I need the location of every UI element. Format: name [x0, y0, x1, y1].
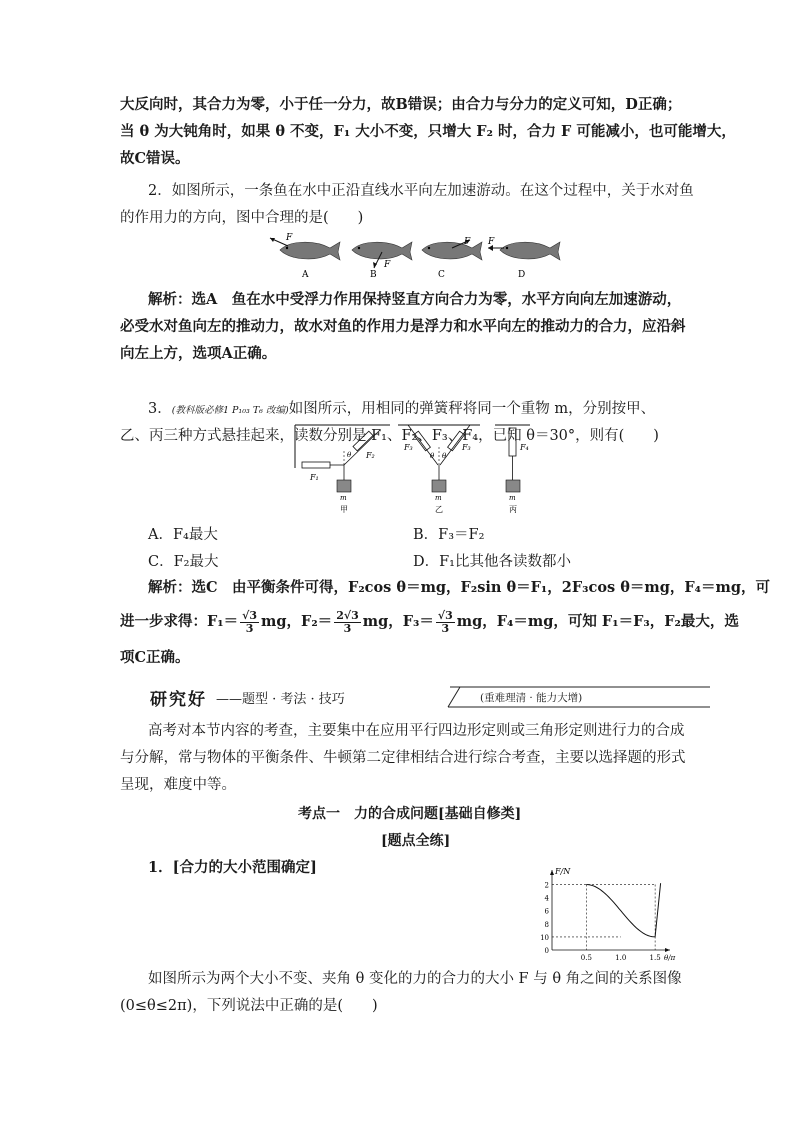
q3-stem-line-2: 乙、丙三种方式悬挂起来，读数分别是 F₁、F₂、F₃、F₄，已知 θ＝30°，则有( ): [120, 428, 659, 444]
yi-theta-right: θ: [442, 452, 447, 460]
yi-theta-left: θ: [430, 452, 435, 460]
prev-solution-line-3: 故C错误。: [120, 150, 190, 167]
f3-frac-den: 3: [441, 621, 450, 635]
jia-f1: F₁: [310, 473, 319, 482]
x-axis-arrow: [665, 948, 670, 952]
resultant-force-curve: [586, 883, 660, 937]
q3-stem-rest: 如图所示，用相同的弹簧秤将同一个重物 m，分别按甲、: [288, 401, 656, 417]
intro-line-2: 与分解，常与物体的平衡条件、牛顿第二定律相结合进行综合考查，主要以选择题的形式: [120, 750, 686, 766]
q2-stem-line-1: 2．如图所示，一条鱼在水中正沿直线水平向左加速游动。在这个过程中，关于水对鱼: [148, 183, 694, 199]
q1-stem-line-1: 如图所示为两个大小不变、夹角 θ 变化的力的合力的大小 F 与 θ 角之间的关系图像: [148, 971, 682, 987]
y-tick-label: 8: [544, 920, 549, 929]
bing-mass: m: [509, 494, 516, 502]
yi-f3-right: F₃: [462, 443, 471, 452]
x-axis-label: θ/π: [664, 954, 676, 962]
y-tick-label: 4: [544, 894, 549, 903]
fish-a-force-label: F: [286, 233, 293, 243]
prev-solution-line-1: 大反向时，其合力为零，小于任一分力，故B错误；由合力与分力的定义可知，D正确；: [120, 96, 682, 113]
y-tick-label: 0: [544, 947, 549, 955]
yi-label: 乙: [435, 505, 443, 514]
q3-analysis-line-3: 项C正确。: [120, 649, 190, 666]
y-tick-label: 10: [540, 933, 549, 942]
f1-fraction: [240, 610, 259, 635]
spring-scale-figure: [290, 420, 550, 520]
fish-c-force-label: F: [464, 237, 471, 247]
setup-yi: [398, 425, 480, 514]
q3-source: (教科版必修1 P₁₀₃ T₆ 改编): [171, 405, 289, 416]
section-header-bar: [150, 683, 710, 709]
section-title: 研究好: [150, 690, 207, 710]
q3-analysis-2-a: mg，F₂＝: [261, 613, 333, 630]
y-axis-label: F/N: [555, 867, 571, 876]
f3-frac-num: √3: [437, 608, 453, 622]
prev-solution-line-2: 当 θ 为大钝角时，如果 θ 不变，F₁ 大小不变，只增大 F₂ 时，合力 F 可能减小，也可能增大，: [120, 123, 736, 140]
q3-analysis-line-2: [120, 606, 739, 638]
section-right-note: (重难理清 · 能力大增): [480, 692, 583, 704]
f3-fraction: [436, 610, 455, 635]
f1-frac-num: √3: [242, 608, 258, 622]
q2-stem-line-2: 的作用力的方向，图中合理的是( ): [120, 210, 364, 226]
section-subtitle: ——题型 · 考法 · 技巧: [216, 692, 345, 707]
f1-frac-den: 3: [245, 621, 254, 635]
x-tick-label: 0.5: [580, 954, 592, 962]
yi-f3-left: F₃: [404, 443, 413, 452]
q3-analysis-line-1: 解析：选C 由平衡条件可得，F₂cos θ＝mg，F₂sin θ＝F₁，2F₃cos θ＝mg，F₄＝mg，可: [148, 579, 770, 596]
jia-f2: F₂: [366, 451, 375, 460]
f2-frac-den: 3: [343, 621, 352, 635]
q3-analysis-2-b: mg，F₃＝: [362, 613, 434, 630]
f2-frac-num: 2√3: [336, 608, 359, 622]
q3-option-c: C．F₂最大: [148, 554, 219, 570]
yi-mass: m: [435, 494, 442, 502]
fish-b-force-label: F: [384, 260, 391, 270]
section-divider: [150, 683, 710, 709]
fish-d: [487, 237, 560, 280]
jia-theta: θ: [347, 451, 352, 459]
q2-analysis-line-3: 向左上方，选项A正确。: [120, 345, 277, 362]
q2-analysis-line-2: 必受水对鱼向左的推动力，故水对鱼的作用力是浮力和水平向左的推动力的合力，应沿斜: [120, 318, 686, 335]
q2-analysis-line-1: 解析：选A 鱼在水中受浮力作用保持竖直方向合力为零，水平方向向左加速游动，: [148, 291, 682, 308]
topic-title: 考点一 力的合成问题[基础自修类]: [298, 806, 522, 822]
topic-subtitle: [题点全练]: [381, 833, 451, 849]
setup-jia: [295, 425, 390, 514]
fish-options-figure: [260, 232, 560, 282]
q3-stem-line-1: [148, 399, 655, 421]
intro-line-3: 呈现，难度中等。: [120, 777, 236, 793]
fish-d-label: D: [518, 270, 526, 280]
fish-d-force-label: F: [488, 237, 495, 247]
force-angle-graph: [530, 867, 680, 965]
bing-f4: F₄: [520, 443, 529, 452]
q3-analysis-2-pre: 进一步求得：F₁＝: [120, 613, 239, 630]
q3-analysis-2-c: mg，F₄＝mg，可知 F₁＝F₃，F₂最大，选: [456, 613, 739, 630]
x-tick-label: 1.5: [649, 954, 661, 962]
q3-option-d: D．F₁比其他各读数都小: [413, 554, 571, 570]
fish-a-label: A: [302, 270, 309, 280]
y-tick-label: 6: [544, 907, 549, 916]
jia-mass: m: [340, 494, 347, 502]
y-axis-arrow: [550, 870, 554, 875]
fish-a: [270, 233, 340, 280]
x-tick-label: 1.0: [615, 954, 627, 962]
fish-c: [422, 237, 482, 280]
q3-option-a: A．F₄最大: [148, 527, 218, 543]
fish-c-label: C: [438, 270, 445, 280]
setup-bing: [495, 425, 530, 514]
y-tick-label: 2: [544, 881, 549, 890]
jia-label: 甲: [340, 505, 348, 514]
q3-option-b: B．F₃＝F₂: [413, 527, 485, 543]
q3-number: 3．: [148, 401, 172, 417]
bing-label: 丙: [509, 505, 517, 514]
fish-b: [352, 242, 412, 280]
q1-stem-line-2: (0≤θ≤2π)，下列说法中正确的是( ): [120, 998, 378, 1014]
intro-line-1: 高考对本节内容的考查，主要集中在应用平行四边形定则或三角形定则进行力的合成: [148, 723, 685, 739]
fish-b-label: B: [370, 270, 377, 280]
f2-fraction: [334, 610, 361, 635]
topic-item-1: 1．[合力的大小范围确定]: [148, 859, 317, 876]
